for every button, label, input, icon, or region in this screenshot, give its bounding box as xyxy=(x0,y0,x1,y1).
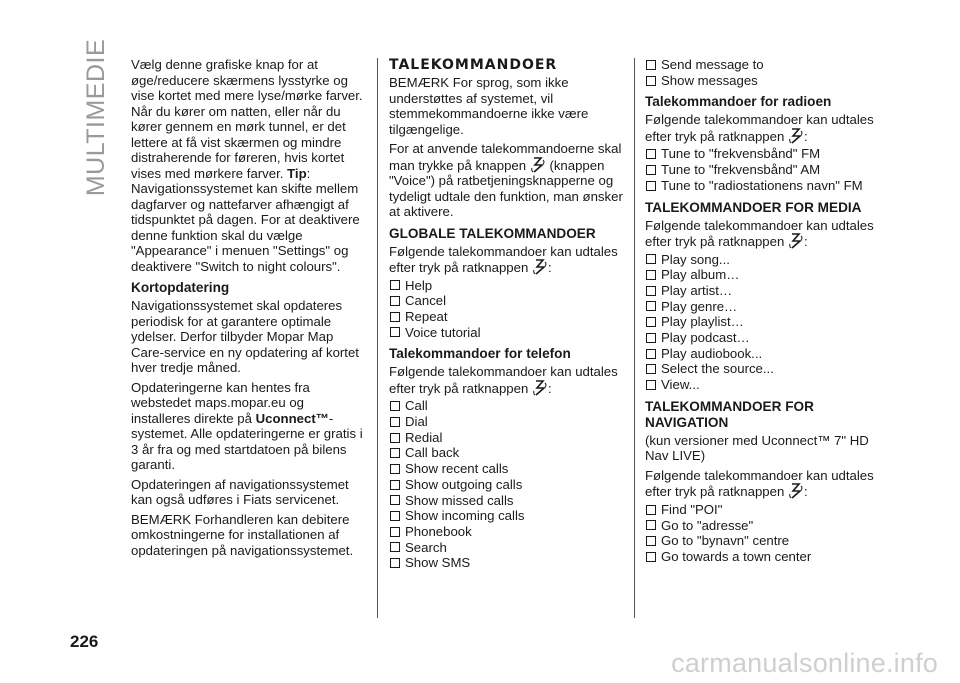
checkbox-icon xyxy=(390,433,400,443)
phone-commands-list xyxy=(389,398,625,571)
list-item: Go towards a town center xyxy=(645,549,893,565)
checkbox-icon xyxy=(390,495,400,505)
checkbox-icon xyxy=(646,349,656,359)
checkbox-icon xyxy=(646,317,656,327)
checkbox-icon xyxy=(646,254,656,264)
list-item: Send message to xyxy=(645,57,893,73)
checkbox-icon xyxy=(390,527,400,537)
checkbox-icon xyxy=(390,312,400,322)
list-item: Show recent calls xyxy=(389,461,625,477)
checkbox-icon xyxy=(646,380,656,390)
list-item: Help xyxy=(389,278,625,294)
paragraph: Følgende talekommandoer kan udtales efter tryk på ratknappen : xyxy=(645,467,874,500)
list-item: Play genre… xyxy=(645,299,893,315)
list-item: Repeat xyxy=(389,309,625,325)
column-3 xyxy=(645,57,893,570)
list-item: Play artist… xyxy=(645,283,893,299)
list-item: View... xyxy=(645,377,893,393)
note-paragraph: BEMÆRK For sprog, som ikke understøttes af systemet, vil stemmekommandoerne ikke være tilgængelige. xyxy=(389,75,589,137)
voice-button-icon xyxy=(789,128,803,144)
list-item: Show SMS xyxy=(389,555,625,571)
list-item: Cancel xyxy=(389,293,625,309)
voice-button-icon xyxy=(533,380,547,396)
list-item: Tune to "frekvensbånd" AM xyxy=(645,162,893,178)
list-item: Go to "bynavn" centre xyxy=(645,533,893,549)
usage-paragraph: For at anvende talekommandoerne skal man trykke på knappen (knappen "Voice") på ratbetjeningsknapperne og tydeligt udtale den funktion, man ønsker at aktivere. xyxy=(389,141,623,219)
list-item: Play playlist… xyxy=(645,314,893,330)
checkbox-icon xyxy=(646,364,656,374)
list-item: Call xyxy=(389,398,625,414)
paragraph: Følgende talekommandoer kan udtales efter tryk på ratknappen : xyxy=(645,112,874,144)
checkbox-icon xyxy=(646,286,656,296)
checkbox-icon xyxy=(646,333,656,343)
checkbox-icon xyxy=(646,301,656,311)
sms-commands-list xyxy=(645,57,893,88)
checkbox-icon xyxy=(390,401,400,411)
paragraph: Følgende talekommandoer kan udtales efter tryk på ratknappen : xyxy=(645,217,874,250)
checkbox-icon xyxy=(646,165,656,175)
voice-button-icon xyxy=(789,483,803,499)
brightness-paragraph: Vælg denne grafiske knap for at øge/reducere skærmens lysstyrke og vise kortet med mere lyse/mørke farver. Når du kører om natten, eller når du kører gennem en mørk tunnel, er det lettere at få vist skærmen og mindre distraherende for føreren, hvis kortet vises med mørkere farver. Tip: Navigationssystemet kan skifte mellem dagfarver og nattefarver afhængigt af tidspunktet på dagen. For at deaktivere denne funktion skal du vælge "Appearance" i menuen "Settings" og deaktivere "Switch to night colours". xyxy=(131,57,363,274)
checkbox-icon xyxy=(390,448,400,458)
checkbox-icon xyxy=(390,417,400,427)
list-item: Select the source... xyxy=(645,361,893,377)
list-item: Search xyxy=(389,540,625,556)
list-item: Play audiobook... xyxy=(645,346,893,362)
column-2 xyxy=(389,57,625,576)
page-number: 226 xyxy=(70,632,99,651)
checkbox-icon xyxy=(390,280,400,290)
list-item: Voice tutorial xyxy=(389,325,625,341)
media-commands-heading: TALEKOMMANDOER FOR MEDIA xyxy=(645,199,862,215)
checkbox-icon xyxy=(390,296,400,306)
checkbox-icon xyxy=(390,511,400,521)
list-item: Dial xyxy=(389,414,625,430)
global-commands-heading: GLOBALE TALEKOMMANDOER xyxy=(389,225,596,241)
list-item: Show incoming calls xyxy=(389,508,625,524)
list-item: Show missed calls xyxy=(389,493,625,509)
paragraph: BEMÆRK Forhandleren kan debitere omkostningerne for installationen af opdateringen på navigationssystemet. xyxy=(131,511,354,558)
radio-commands-list xyxy=(645,146,893,193)
list-item: Redial xyxy=(389,430,625,446)
checkbox-icon xyxy=(646,181,656,191)
list-item: Go to "adresse" xyxy=(645,518,893,534)
column-divider xyxy=(634,58,635,618)
checkbox-icon xyxy=(646,60,656,70)
voice-commands-heading: TALEKOMMANDOER xyxy=(389,57,558,73)
checkbox-icon xyxy=(646,520,656,530)
media-commands-list xyxy=(645,252,893,393)
section-title: MULTIMEDIE xyxy=(82,38,111,196)
checkbox-icon xyxy=(390,542,400,552)
list-item: Play album… xyxy=(645,267,893,283)
list-item: Show outgoing calls xyxy=(389,477,625,493)
checkbox-icon xyxy=(646,76,656,86)
voice-button-icon xyxy=(531,157,545,173)
checkbox-icon xyxy=(390,558,400,568)
checkbox-icon xyxy=(646,270,656,280)
watermark: carmanualsonline.info xyxy=(671,648,938,678)
navigation-commands-list xyxy=(645,502,893,565)
checkbox-icon xyxy=(390,480,400,490)
checkbox-icon xyxy=(646,149,656,159)
navigation-commands-heading: TALEKOMMANDOER FOR NAVIGATION xyxy=(645,398,814,430)
list-item: Call back xyxy=(389,445,625,461)
tip-label: Tip xyxy=(287,165,307,181)
radio-commands-heading: Talekommandoer for radioen xyxy=(645,94,832,110)
checkbox-icon xyxy=(646,536,656,546)
checkbox-icon xyxy=(390,464,400,474)
phone-commands-heading: Talekommandoer for telefon xyxy=(389,346,571,362)
list-item: Tune to "frekvensbånd" FM xyxy=(645,146,893,162)
paragraph: Følgende talekommandoer kan udtales efter tryk på ratknappen : xyxy=(389,243,618,275)
map-update-heading: Kortopdatering xyxy=(131,280,230,295)
paragraph: Navigationssystemet skal opdateres periodisk for at garantere optimale ydelser. Derfor tilbyder Mopar Map Care-service en ny opdatering af kortet hver tredje måned. xyxy=(131,298,359,375)
checkbox-icon xyxy=(390,327,400,337)
voice-button-icon xyxy=(533,259,547,275)
list-item: Tune to "radiostationens navn" FM xyxy=(645,178,893,194)
global-commands-list xyxy=(389,278,625,341)
list-item: Play podcast… xyxy=(645,330,893,346)
checkbox-icon xyxy=(646,552,656,562)
column-divider xyxy=(377,58,378,618)
voice-button-icon xyxy=(789,233,803,249)
paragraph: (kun versioner med Uconnect™ 7" HD Nav LIVE) xyxy=(645,432,869,464)
list-item: Phonebook xyxy=(389,524,625,540)
paragraph: Opdateringerne kan hentes fra webstedet maps.mopar.eu og installeres direkte på Uconnect™-systemet. Alle opdateringerne er gratis i 3 år fra og med startdatoen på bilens garanti. xyxy=(131,379,363,472)
column-1 xyxy=(131,57,363,562)
checkbox-icon xyxy=(646,505,656,515)
list-item: Show messages xyxy=(645,73,893,89)
list-item: Find "POI" xyxy=(645,502,893,518)
paragraph: Følgende talekommandoer kan udtales efter tryk på ratknappen : xyxy=(389,364,618,396)
section-title-vertical xyxy=(82,38,112,196)
paragraph: Opdateringen af navigationssystemet kan også udføres i Fiats servicenet. xyxy=(131,476,349,507)
list-item: Play song... xyxy=(645,252,893,268)
